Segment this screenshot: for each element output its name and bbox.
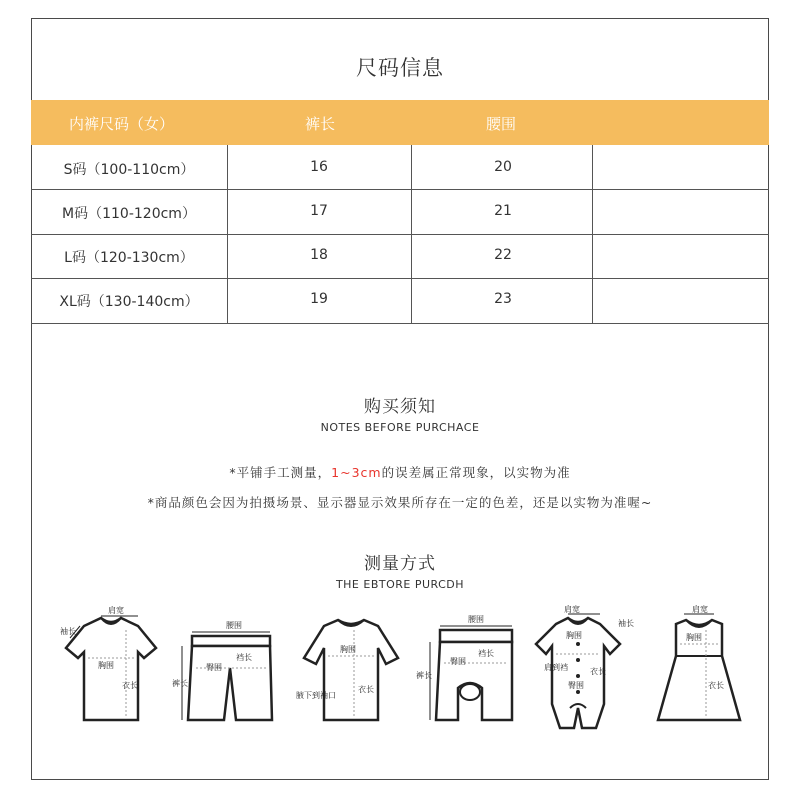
length-cell: 16	[310, 159, 328, 175]
length-cell: 19	[310, 291, 328, 307]
waist-cell: 21	[494, 203, 512, 219]
label-shoulder-width: 肩宽	[108, 606, 124, 615]
label-hip: 臀围	[568, 681, 584, 690]
row-divider	[31, 189, 769, 190]
row-divider	[31, 234, 769, 235]
raglan-tshirt-icon	[296, 608, 406, 733]
romper-icon	[520, 605, 640, 743]
note1-highlight: 1~3cm	[331, 465, 382, 480]
label-garment-length: 衣长	[122, 681, 138, 690]
note1-prefix: *平铺手工测量，	[229, 465, 332, 480]
label-hip: 臀围	[450, 657, 466, 666]
measure-subtitle: THE EBTORE PURCDH	[335, 578, 465, 591]
romper-shorts-icon	[414, 608, 524, 733]
size-cell: L码（120-130cm）	[64, 250, 194, 266]
waist-cell: 23	[494, 291, 512, 307]
size-table	[31, 100, 769, 324]
size-cell: XL码（130-140cm）	[59, 294, 199, 310]
waist-cell: 22	[494, 247, 512, 263]
label-shoulder-width: 肩宽	[564, 605, 580, 614]
label-shoulder-to-crotch: 肩到裆	[544, 663, 568, 672]
measure-title: 测量方式	[364, 554, 436, 574]
label-pants-length: 裤长	[416, 671, 432, 680]
label-chest: 胸围	[98, 661, 114, 670]
waist-cell: 20	[494, 159, 512, 175]
label-sleeve-length: 袖长	[60, 627, 76, 636]
size-table-header	[31, 100, 769, 145]
label-hip: 臀围	[206, 663, 222, 672]
label-pants-length: 裤长	[172, 679, 188, 688]
shorts-icon	[172, 608, 282, 733]
label-rise: 裆长	[236, 653, 252, 662]
note-measurement	[0, 463, 800, 481]
purchase-notes-title: 购买须知	[364, 397, 436, 417]
label-shoulder-width: 肩宽	[692, 605, 708, 614]
label-sleeve-length: 袖长	[618, 619, 634, 628]
tshirt-icon	[56, 608, 166, 733]
label-chest: 胸围	[566, 631, 582, 640]
label-garment-length: 衣长	[708, 681, 724, 690]
dress-icon	[644, 605, 754, 738]
label-chest: 胸围	[340, 645, 356, 654]
note-color-difference: *商品颜色会因为拍摄场景、显示器显示效果所存在一定的色差，还是以实物为准喔~	[147, 495, 653, 510]
size-cell: S码（100-110cm）	[63, 162, 195, 178]
header-waist: 腰围	[486, 115, 517, 133]
row-divider	[31, 278, 769, 279]
note1-suffix: 的误差属正常现象，以实物为准	[381, 465, 571, 480]
header-length: 裤长	[305, 115, 336, 133]
label-waist: 腰围	[226, 621, 242, 630]
row-divider	[31, 323, 769, 324]
label-underarm-to-cuff: 腋下到袖口	[296, 691, 336, 700]
header-size: 内裤尺码（女）	[69, 115, 175, 133]
purchase-notes-subtitle: NOTES BEFORE PURCHACE	[320, 421, 480, 434]
label-waist: 腰围	[468, 615, 484, 624]
length-cell: 17	[310, 203, 328, 219]
label-rise: 裆长	[478, 649, 494, 658]
label-garment-length: 衣长	[358, 685, 374, 694]
size-info-title: 尺码信息	[356, 56, 444, 80]
label-chest: 胸围	[686, 633, 702, 642]
size-cell: M码（110-120cm）	[62, 206, 196, 222]
label-garment-length: 衣长	[590, 667, 606, 676]
length-cell: 18	[310, 247, 328, 263]
